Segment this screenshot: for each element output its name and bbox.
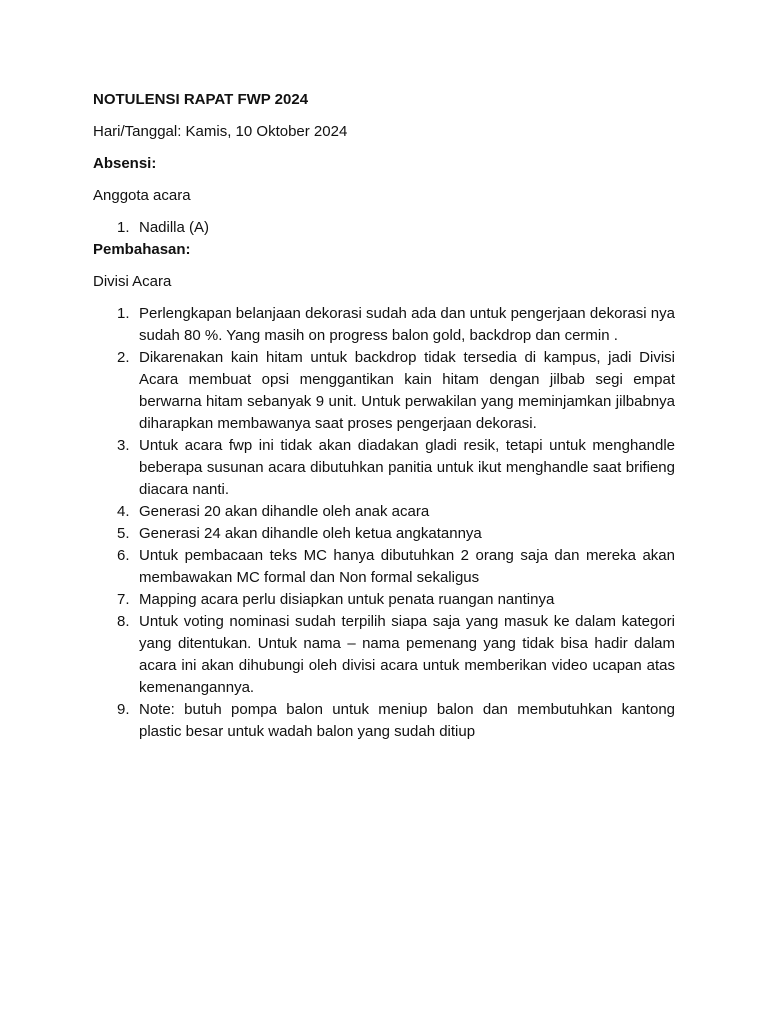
list-item-text: Dikarenakan kain hitam untuk backdrop tidak tersedia di kampus, jadi Divisi Acara membuat opsi menggantikan kain hitam dengan jilbab segi empat berwarna hitam sebanyak 9 unit. Untuk perwakilan yang meminjamkan jilbabnya diharapkan membawanya saat proses pengerjaan dekorasi.: [139, 349, 675, 432]
list-item-number: 6.: [117, 547, 130, 564]
document-content: [93, 89, 675, 743]
list-item-number: 4.: [117, 503, 130, 520]
division-heading: Divisi Acara: [93, 273, 172, 290]
document-title: NOTULENSI RAPAT FWP 2024: [93, 91, 309, 108]
absensi-label: Absensi:: [93, 155, 157, 172]
list-item: [93, 523, 675, 545]
list-item: [93, 501, 675, 523]
list-item-number: 1.: [117, 305, 130, 322]
list-item-number: 7.: [117, 591, 130, 608]
list-item: [93, 217, 675, 239]
list-item: [93, 589, 675, 611]
list-item-number: 2.: [117, 349, 130, 366]
members-list: [93, 217, 675, 239]
list-item-number: 3.: [117, 437, 130, 454]
list-item: [93, 435, 675, 501]
list-item-text: Untuk pembacaan teks MC hanya dibutuhkan 2 orang saja dan mereka akan membawakan MC formal dan Non formal sekaligus: [139, 547, 675, 586]
list-item-text: Mapping acara perlu disiapkan untuk penata ruangan nantinya: [139, 591, 555, 608]
list-item-text: Nadilla (A): [139, 219, 210, 236]
discussion-points-list: [93, 303, 675, 743]
list-item-text: Generasi 24 akan dihandle oleh ketua angkatannya: [139, 525, 482, 542]
list-item: [93, 303, 675, 347]
list-item-text: Note: butuh pompa balon untuk meniup balon dan membutuhkan kantong plastic besar untuk wadah balon yang sudah ditiup: [139, 701, 675, 740]
list-item-number: 5.: [117, 525, 130, 542]
list-item-number: 9.: [117, 701, 130, 718]
list-item-number: 8.: [117, 613, 130, 630]
date-line: Hari/Tanggal: Kamis, 10 Oktober 2024: [93, 123, 348, 140]
list-item: [93, 699, 675, 743]
list-item: [93, 611, 675, 699]
list-item-text: Perlengkapan belanjaan dekorasi sudah ada dan untuk pengerjaan dekorasi nya sudah 80 %. Yang masih on progress balon gold, backdrop dan cermin .: [139, 305, 675, 344]
pembahasan-label: Pembahasan:: [93, 241, 191, 258]
list-item-text: Generasi 20 akan dihandle oleh anak acara: [139, 503, 430, 520]
members-heading: Anggota acara: [93, 187, 191, 204]
list-item-number: 1.: [117, 219, 130, 236]
list-item-text: Untuk voting nominasi sudah terpilih siapa saja yang masuk ke dalam kategori yang ditentukan. Untuk nama – nama pemenang yang tidak bisa hadir dalam acara ini akan dihubungi oleh divisi acara untuk memberikan video ucapan atas kemenangannya.: [139, 613, 675, 696]
list-item: [93, 347, 675, 435]
list-item: [93, 545, 675, 589]
list-item-text: Untuk acara fwp ini tidak akan diadakan gladi resik, tetapi untuk menghandle beberapa susunan acara dibutuhkan panitia untuk ikut menghandle saat brifieng diacara nanti.: [139, 437, 675, 498]
